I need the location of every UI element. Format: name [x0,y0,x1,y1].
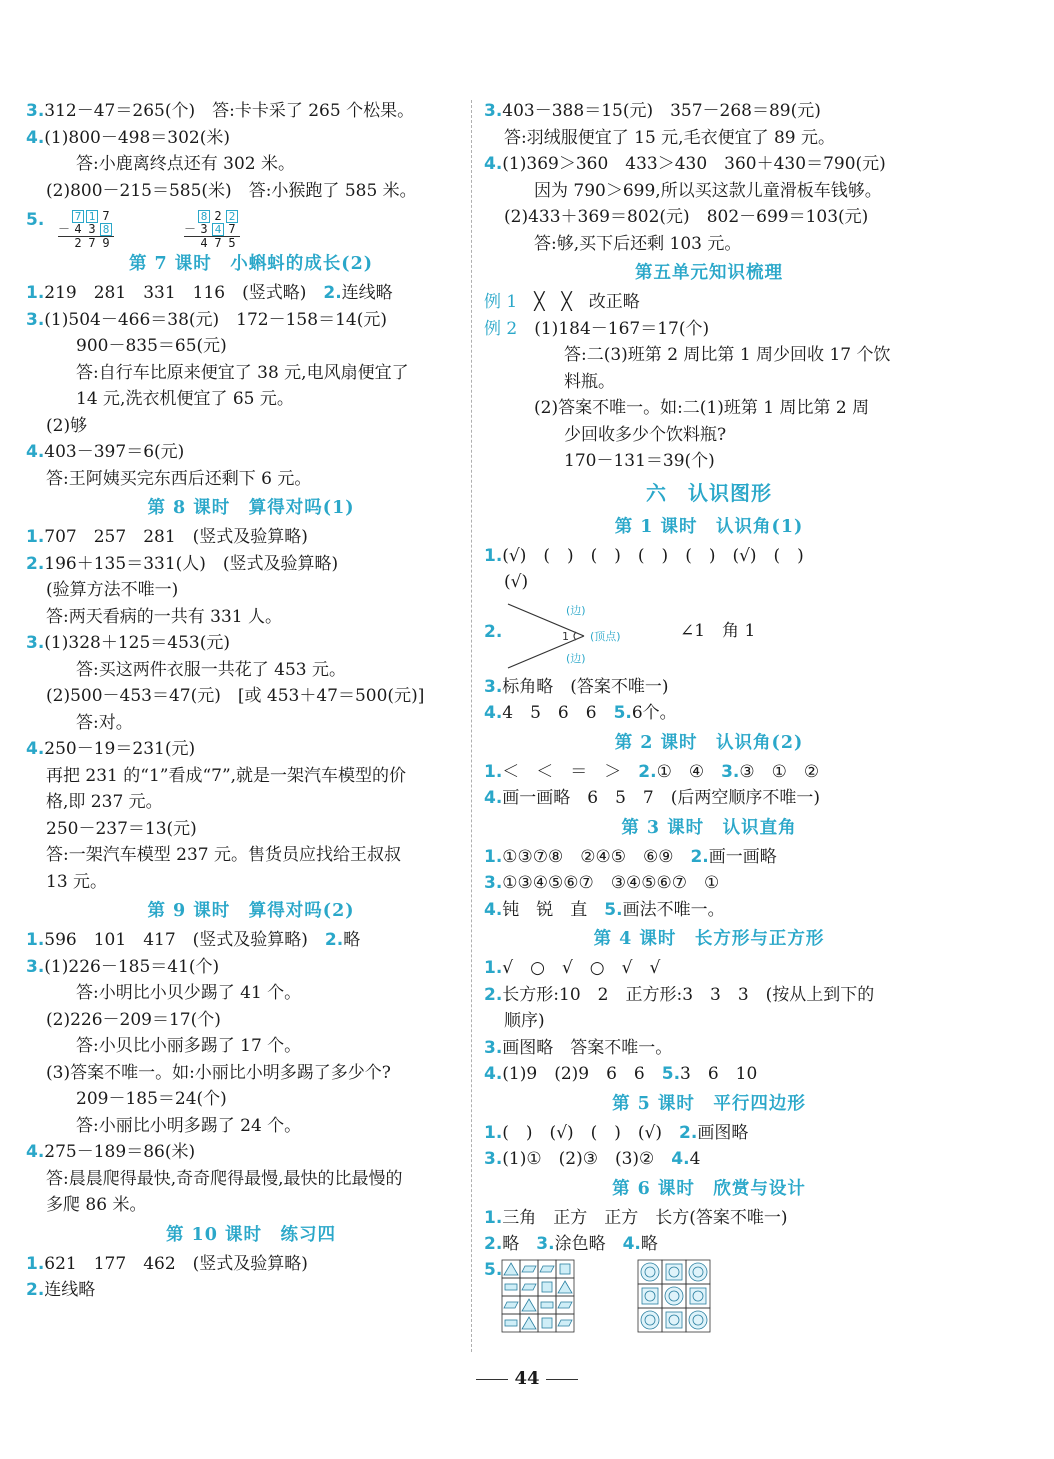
vertical-calculation [184,210,240,250]
answer-text: 答:小贝比小丽多踢了 17 个。 [76,1036,302,1056]
answer-line [484,700,934,727]
answer-line [26,333,476,360]
question-number: 2. [638,761,657,782]
answer-line [26,683,476,710]
digit: 2 [74,236,82,250]
question-number: 3. [484,1149,503,1169]
section-heading: 六 认识图形 [646,480,772,505]
answer-text: 三角 正方 正方 长方(答案不唯一) [502,1207,788,1228]
answer-line [484,674,934,701]
answer-text: ①③④⑤⑥⑦ ③④⑤⑥⑦ ① [502,873,720,893]
digit: 1 [86,210,98,223]
answer-line [26,178,476,205]
section-heading: 第 9 课时 算得对吗(2) [147,901,355,921]
answer-text: 219 281 331 116 (竖式略) [44,283,324,303]
answer-line [26,789,476,816]
nested-shape-outer [666,1264,682,1280]
digit: 8 [198,210,210,223]
answer-line [484,231,934,258]
answer-text: 3 6 10 [680,1064,758,1084]
digit: 2 [214,209,222,223]
answer-line [484,785,934,812]
answer-line [484,897,934,924]
answer-line [484,955,934,982]
question-number: 2. [484,1234,503,1254]
digit: 7 [214,236,222,250]
answer-text: 答:买这两件衣服一共花了 453 元。 [76,659,346,680]
small-shape [522,1299,536,1311]
digit: 4 [212,223,224,236]
section-heading: 第 3 课时 认识直角 [621,817,797,838]
answer-text: (3)答案不唯一。如:小丽比小明多踢了多少个? [46,1062,391,1083]
question-number: 1. [484,761,503,782]
answer-line [26,466,476,493]
question-number: 4. [26,739,45,759]
answer-text: 画一画略 6 5 7 (后两空顺序不唯一) [502,788,821,808]
answer-line [484,759,934,786]
answer-text: (√) [504,572,529,592]
question-number: 4. [484,899,503,920]
digit: 5 [228,236,236,250]
answer-line [26,439,476,466]
section-heading: 第 5 课时 平行四边形 [612,1093,806,1114]
answer-text: 画图略 答案不唯一。 [502,1037,673,1058]
answer-line [484,289,934,316]
answer-text: 画一画略 [708,846,777,867]
angle-figure-row [484,596,934,674]
answer-text: 答:对。 [76,712,133,733]
answer-line [484,1061,934,1088]
answer-text: 因为 790＞699,所以买这款儿童滑板车钱够。 [534,180,882,201]
question-number: 3. [26,101,45,121]
question-number: 1. [484,1122,503,1143]
question-number: 2. [679,1122,698,1143]
answer-line [26,842,476,869]
answer-line [26,551,476,578]
answer-text: 格,即 237 元。 [46,792,163,812]
answer-text: 答:小明比小贝少踢了 41 个。 [76,983,302,1003]
question-number: 2. [323,283,342,303]
section-heading: 第 10 课时 练习四 [165,1224,337,1245]
question-number: 5. [661,1064,681,1084]
answer-line [26,816,476,843]
question-number: 4. [484,1064,503,1084]
answer-line [484,98,934,125]
digit: 7 [88,236,96,250]
answer-text: 连线略 [44,1280,96,1300]
answer-text: 画图略 [697,1122,749,1143]
answer-text: 答:王阿姨买完东西后还剩下 6 元。 [46,468,312,489]
digit: 9 [102,236,110,250]
digit: 7 [102,209,110,223]
question-number: 3. [484,873,503,893]
answer-text: ( ) (√) ( ) (√) [502,1122,680,1143]
digit: 8 [100,223,112,236]
answer-text: 标角略 (答案不唯一) [502,676,669,697]
answer-text: 答:羽绒服便宜了 15 元,毛衣便宜了 89 元。 [504,127,836,148]
question-number: 4. [26,442,45,462]
answer-text: 900－835＝65(元) [76,336,227,356]
answer-text: (1)328＋125＝453(元) [44,633,230,653]
small-shape [541,1302,553,1308]
answer-text: (1)184－167＝17(个) [517,318,710,339]
question-number: 3. [536,1234,555,1254]
example-label: 例 2 [484,318,518,339]
answer-text: ＜ ＜ ＝ ＞ [502,761,639,782]
nested-shape-outer [665,1287,683,1305]
answer-line [484,1146,934,1173]
answer-line [484,125,934,152]
answer-text: 403－397＝6(元) [44,442,185,462]
answer-text: 少回收多少个饮料瓶? [564,424,727,445]
answer-line [26,125,476,152]
question-number: 4. [26,127,45,148]
answer-line [26,604,476,631]
question-number: 3. [721,761,740,782]
question-number: 4. [484,788,503,808]
answer-line [26,1060,476,1087]
nested-shape-outer [690,1288,706,1304]
answer-text: 答:小鹿离终点还有 302 米。 [76,154,295,174]
answer-text: (2)800－215＝585(米) 答:小猴跑了 585 米。 [46,180,417,201]
question-number: 5. [26,210,45,230]
angle-number: 1 [562,629,569,643]
answer-text: (1)① (2)③ (3)② [502,1149,672,1169]
question-number: 2. [484,984,503,1005]
question-number: 3. [26,956,45,977]
shape-grid-1 [500,1258,580,1334]
digit: 4 [200,236,208,250]
question-number: 1. [26,1253,45,1274]
page-number: 44 [0,1368,1054,1389]
answer-text: 250－237＝13(元) [46,818,197,839]
answer-text: (1)369＞360 433＞430 360＋430＝790(元) [502,154,886,174]
answer-line [484,342,934,369]
answer-text: ① ④ [656,761,722,782]
right-column [484,98,934,1334]
question-number: 4. [622,1234,641,1254]
answer-text: 答:二(3)班第 2 周比第 1 周少回收 17 个饮 [564,345,891,365]
answer-text: 料瓶。 [564,371,615,392]
question-number: 3. [484,676,503,697]
small-shape [522,1317,536,1329]
answer-line [26,151,476,178]
answer-line [484,395,934,422]
answer-line [484,1205,934,1232]
answer-line [26,1113,476,1140]
answer-line [26,386,476,413]
small-shape [522,1266,536,1272]
answer-line [26,307,476,334]
question-number: 1. [484,958,503,978]
question-number: 3. [484,101,503,121]
section-heading: 第 6 课时 欣赏与设计 [612,1178,806,1199]
answer-line [484,982,934,1009]
question-number: 1. [484,1207,503,1228]
answer-text: ③ ① ② [739,761,820,782]
answer-text: (2)433＋369＝802(元) 802－699＝103(元) [504,207,869,227]
answer-line [26,413,476,440]
answer-text: (√) ( ) ( ) ( ) ( ) (√) ( ) [502,545,804,566]
answer-text: 多爬 86 米。 [46,1195,147,1215]
answer-text: 13 元。 [46,871,108,892]
small-shape [505,1320,517,1326]
answer-text: 170－131＝39(个) [564,451,715,471]
edge-label: (边) [566,603,586,617]
nested-shape-outer [642,1288,658,1304]
question-number: 3. [26,633,45,653]
answer-line [26,927,476,954]
answer-text: 答:晨晨爬得最快,奇奇爬得最慢,最快的比最慢的 [46,1168,403,1189]
section-heading: 第 1 课时 认识角(1) [614,516,804,537]
question-number: 1. [484,846,503,867]
small-shape [560,1264,570,1274]
question-number: 5. [604,899,623,920]
nested-shape-outer [641,1263,659,1281]
answer-text: 连线略 [341,283,393,303]
answer-text: 14 元,洗衣机便宜了 65 元。 [76,389,294,409]
answer-text: (验算方法不唯一) [46,580,179,600]
answer-line [26,1139,476,1166]
question-number: 4. [484,703,503,723]
answer-text: ╳ ╳ 改正略 [517,292,640,312]
answer-text: √ ○ √ ○ √ √ [502,958,661,978]
answer-text: ①③⑦⑧ ②④⑤ ⑥⑨ [502,846,691,867]
answer-text: 707 257 281 (竖式及验算略) [44,527,308,547]
example-label: 例 1 [484,292,518,312]
question-number: 1. [26,283,45,303]
answer-text: (1)9 (2)9 6 6 [502,1064,662,1084]
small-shape [558,1281,572,1293]
answer-text: 答:自行车比原来便宜了 38 元,电风扇便宜了 [76,362,409,383]
digit: 3 [200,222,208,236]
answer-text: 4 [689,1149,701,1169]
question-number: 2. [324,930,344,950]
small-shape [558,1302,572,1308]
answer-text: 250－19＝231(元) [44,739,196,759]
answer-text: 顺序) [504,1011,545,1031]
section-heading: 第五单元知识梳理 [635,263,783,283]
answer-text: 275－189＝86(米) [44,1142,196,1162]
answer-text: 196＋135＝331(人) (竖式及验算略) [44,553,339,574]
nested-shape-outer [666,1312,682,1328]
angle-arc [574,632,576,640]
answer-text: 312－47＝265(个) 答:卡卡采了 265 个松果。 [44,101,415,121]
answer-line [26,630,476,657]
answer-text: 209－185＝24(个) [76,1089,227,1109]
small-shape [504,1263,518,1275]
shape-design-row [484,1258,934,1334]
small-shape [542,1318,552,1328]
question-number: 4. [671,1149,690,1169]
answer-text: (1)226－185＝41(个) [44,956,220,977]
digit: 7 [72,210,84,223]
answer-line [26,1007,476,1034]
answer-text: ∠1 角 1 [680,620,756,641]
answer-line [26,1086,476,1113]
minus-sign: － [184,222,197,236]
digit: 4 [74,222,82,236]
answer-text: 6个。 [631,703,677,723]
answer-text: 答:两天看病的一共有 331 人。 [46,606,282,627]
answer-text: (2)答案不唯一。如:二(1)班第 1 周比第 2 周 [534,398,870,418]
answer-text: 403－388＝15(元) 357－268＝89(元) [502,101,821,121]
answer-text: 略 [502,1234,537,1254]
answer-line [26,657,476,684]
answer-line [26,980,476,1007]
small-shape [504,1302,518,1308]
answer-line [484,151,934,178]
answer-line [26,280,476,307]
answer-line [484,844,934,871]
answer-line [26,1033,476,1060]
answer-text: 596 101 417 (竖式及验算略) [44,930,325,950]
answer-line [26,1166,476,1193]
angle-diagram [504,596,674,674]
answer-text: (2)500－453＝47(元) [或 453＋47＝500(元)] [46,686,425,706]
answer-line [484,870,934,897]
answer-text: 答:一架汽车模型 237 元。售货员应找给王叔叔 [46,845,401,865]
digit: 7 [228,222,236,236]
answer-line [484,543,934,570]
edge-label: (边) [566,651,586,665]
section-heading: 第 8 课时 算得对吗(1) [147,498,355,518]
nested-shape-outer [689,1263,707,1281]
question-number: 5. [613,703,632,723]
small-shape [558,1320,572,1326]
question-number: 3. [484,1037,503,1058]
answer-line [484,422,934,449]
answer-text: 再把 231 的“1”看成“7”,就是一架汽车模型的价 [46,765,407,786]
answer-text: 略 [343,930,361,950]
answer-line [484,316,934,343]
small-shape [540,1266,554,1272]
answer-line [26,98,476,125]
answer-line [26,710,476,737]
question-number: 5. [484,1259,503,1280]
answer-text: 答:小丽比小明多踢了 24 个。 [76,1115,302,1136]
answer-text: 略 [640,1234,658,1254]
left-column [26,98,476,1304]
question-number: 1. [26,527,45,547]
answer-text: (2)226－209＝17(个) [46,1009,221,1030]
answer-text: 答:够,买下后还剩 103 元。 [534,233,742,254]
question-number: 4. [484,154,503,174]
answer-line [26,1251,476,1278]
small-shape [542,1282,552,1292]
answer-text: (2)够 [46,415,88,436]
answer-line [484,1035,934,1062]
answer-line [484,204,934,231]
answer-line [26,360,476,387]
shape-grid-2 [636,1258,716,1334]
small-shape [505,1284,517,1290]
answer-line [26,524,476,551]
vertical-calculation [58,210,114,250]
answer-text: (1)800－498＝302(米) [44,127,230,148]
answer-line [26,577,476,604]
answer-line [484,448,934,475]
answer-line [484,569,934,596]
digit: 2 [226,210,238,223]
vertex-label: (顶点) [590,629,621,643]
question-number: 3. [26,309,45,330]
answer-line [26,869,476,896]
vertical-subtraction-figures [26,204,476,248]
section-heading: 第 7 课时 小蝌蚪的成长(2) [128,254,374,274]
question-number: 1. [484,545,503,566]
answer-line [484,1008,934,1035]
question-number: 2. [484,621,503,642]
section-heading: 第 4 课时 长方形与正方形 [593,929,825,949]
answer-line [484,178,934,205]
nested-shape-outer [641,1311,659,1329]
question-number: 2. [26,553,45,574]
answer-line [26,954,476,981]
answer-text: 画法不唯一。 [622,899,725,920]
question-number: 1. [26,930,45,950]
nested-shape-outer [689,1311,707,1329]
small-shape [522,1284,536,1290]
answer-line [26,736,476,763]
digit: 3 [88,222,96,236]
column-divider [471,100,472,1352]
answer-text: 4 5 6 6 [502,703,614,723]
minus-sign: － [58,222,71,236]
answer-line [26,1192,476,1219]
answer-line [484,1231,934,1258]
section-heading: 第 2 课时 认识角(2) [614,732,804,753]
answer-line [26,1277,476,1304]
answer-line [484,369,934,396]
question-number: 2. [690,846,709,867]
answer-text: 钝 锐 直 [502,899,605,920]
answer-text: 涂色略 [554,1234,623,1254]
question-number: 2. [26,1280,45,1300]
answer-text: 长方形:10 2 正方形:3 3 3 (按从上到下的 [502,984,875,1005]
question-number: 4. [26,1142,45,1162]
answer-line [484,1120,934,1147]
answer-text: (1)504－466＝38(元) 172－158＝14(元) [44,309,387,330]
answer-text: 621 177 462 (竖式及验算略) [44,1253,308,1274]
answer-line [26,763,476,790]
